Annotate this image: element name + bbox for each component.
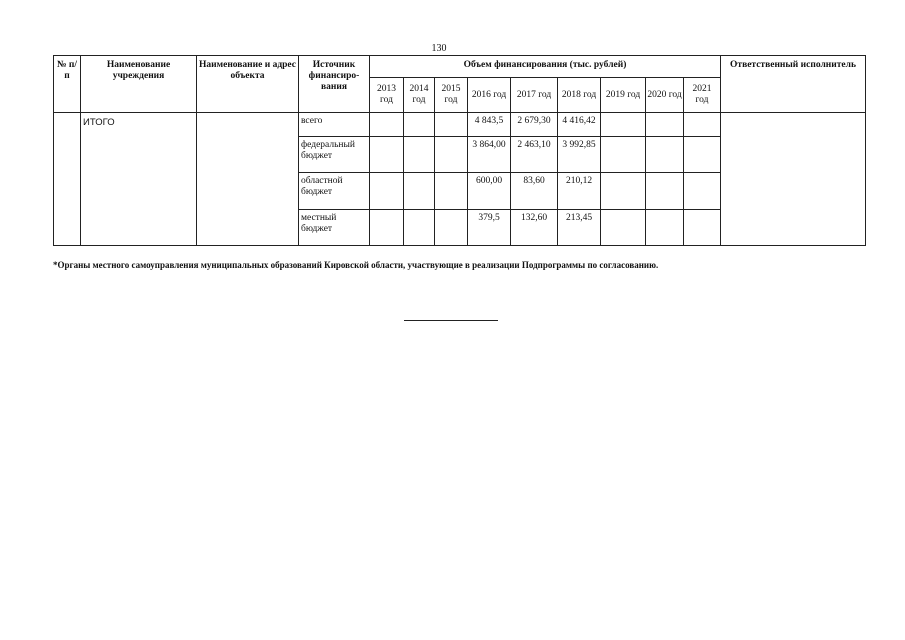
value-cell xyxy=(684,173,721,210)
value-cell xyxy=(601,137,646,173)
value-cell xyxy=(404,137,435,173)
value-cell xyxy=(404,210,435,246)
footnote: *Органы местного самоуправления муниципальных образований Кировской области, участвующие в реализации Подпрограммы по согласованию. xyxy=(53,260,659,270)
value-cell xyxy=(370,173,404,210)
value-cell: 132,60 xyxy=(511,210,558,246)
value-cell xyxy=(601,210,646,246)
value-cell xyxy=(370,113,404,137)
value-cell xyxy=(370,210,404,246)
header-year: 2015 год xyxy=(435,78,468,113)
source-cell: федеральный бюджет xyxy=(299,137,370,173)
value-cell xyxy=(646,210,684,246)
value-cell xyxy=(435,137,468,173)
value-cell: 4 843,5 xyxy=(468,113,511,137)
value-cell xyxy=(646,113,684,137)
value-cell xyxy=(684,113,721,137)
value-cell: 600,00 xyxy=(468,173,511,210)
header-executor: Ответственный исполнитель xyxy=(721,56,866,113)
value-cell: 213,45 xyxy=(558,210,601,246)
header-source: Источник финансиро-вания xyxy=(299,56,370,113)
header-year: 2016 год xyxy=(468,78,511,113)
header-num: № п/п xyxy=(54,56,81,113)
header-year: 2017 год xyxy=(511,78,558,113)
header-year: 2021 год xyxy=(684,78,721,113)
value-cell xyxy=(435,113,468,137)
value-cell xyxy=(646,173,684,210)
value-cell: 379,5 xyxy=(468,210,511,246)
header-object: Наименование и адрес объекта xyxy=(197,56,299,113)
source-cell: всего xyxy=(299,113,370,137)
header-institution: Наименование учреждения xyxy=(81,56,197,113)
header-year: 2014 год xyxy=(404,78,435,113)
value-cell xyxy=(646,137,684,173)
value-cell: 3 992,85 xyxy=(558,137,601,173)
value-cell: 2 463,10 xyxy=(511,137,558,173)
page-number: 130 xyxy=(431,43,447,54)
value-cell: 3 864,00 xyxy=(468,137,511,173)
value-cell: 210,12 xyxy=(558,173,601,210)
value-cell xyxy=(435,210,468,246)
header-year: 2019 год xyxy=(601,78,646,113)
header-funding: Объем финансирования (тыс. рублей) xyxy=(370,56,721,78)
funding-table xyxy=(53,55,866,246)
object-cell xyxy=(197,113,299,246)
value-cell xyxy=(601,113,646,137)
header-year: 2018 год xyxy=(558,78,601,113)
source-cell: местный бюджет xyxy=(299,210,370,246)
value-cell: 83,60 xyxy=(511,173,558,210)
total-label: ИТОГО xyxy=(81,113,197,246)
end-divider xyxy=(404,320,498,321)
value-cell xyxy=(684,137,721,173)
header-year: 2013 год xyxy=(370,78,404,113)
value-cell xyxy=(435,173,468,210)
value-cell xyxy=(684,210,721,246)
header-year: 2020 год xyxy=(646,78,684,113)
table-row xyxy=(54,113,866,137)
executor-cell xyxy=(721,113,866,246)
value-cell xyxy=(601,173,646,210)
value-cell xyxy=(404,113,435,137)
value-cell xyxy=(370,137,404,173)
source-cell: областной бюджет xyxy=(299,173,370,210)
num-cell xyxy=(54,113,81,246)
value-cell: 4 416,42 xyxy=(558,113,601,137)
value-cell: 2 679,30 xyxy=(511,113,558,137)
value-cell xyxy=(404,173,435,210)
